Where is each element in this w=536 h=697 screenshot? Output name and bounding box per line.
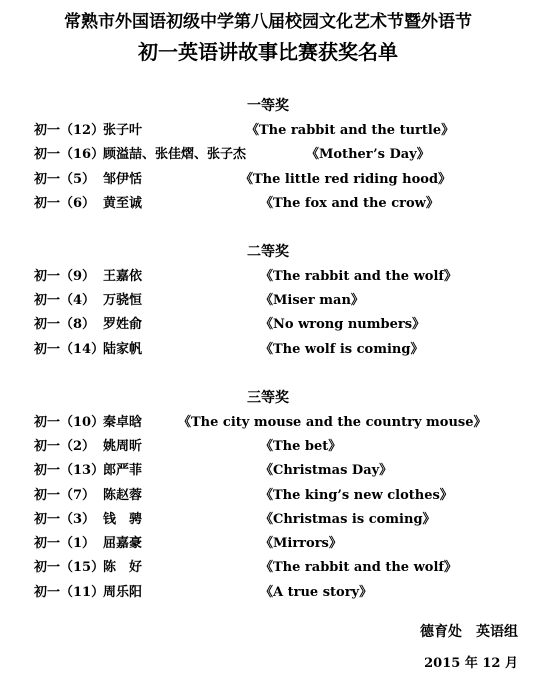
story-title: 《The little red riding hood》 [240,172,452,187]
award-row [0,557,536,579]
story-title: 《Miser man》 [260,293,364,308]
section-heading-first-prize: 一等奖 [247,98,289,114]
award-row [0,193,536,215]
issue-date: 2015 年 12 月 [424,656,518,671]
award-row [0,460,536,482]
award-row [0,314,536,336]
award-row [0,509,536,531]
class-label: 初一（3） [34,512,96,527]
student-name: 顾溢喆、张佳熠、张子杰 [103,147,247,162]
story-title: 《The city mouse and the country mouse》 [178,415,487,430]
award-row [0,485,536,507]
class-label: 初一（12） [34,123,105,138]
award-row [0,339,536,361]
story-title: 《Christmas Day》 [260,463,393,478]
student-name: 钱 骋 [103,512,143,527]
award-row [0,144,536,166]
class-label: 初一（14） [34,342,105,357]
student-name: 邹伊恬 [103,172,143,187]
story-title: 《Mother’s Day》 [306,147,430,162]
award-row [0,582,536,604]
student-name: 姚周昕 [103,439,143,454]
award-row [0,266,536,288]
document-title: 常熟市外国语初级中学第八届校园文化艺术节暨外语节 [64,12,472,32]
student-name: 罗姓俞 [103,317,143,332]
award-row [0,290,536,312]
story-title: 《The rabbit and the wolf》 [260,560,457,575]
story-title: 《The rabbit and the turtle》 [246,123,455,138]
story-title: 《No wrong numbers》 [260,317,426,332]
student-name: 秦卓晗 [103,415,143,430]
award-row [0,169,536,191]
story-title: 《The bet》 [260,439,342,454]
student-name: 黄至诚 [103,196,143,211]
story-title: 《The fox and the crow》 [260,196,439,211]
award-row [0,120,536,142]
story-title: 《A true story》 [260,585,373,600]
student-name: 万骁恒 [103,293,143,308]
document-subtitle: 初一英语讲故事比赛获奖名单 [138,40,398,64]
class-label: 初一（13） [34,463,105,478]
class-label: 初一（11） [34,585,105,600]
student-name: 陈赵蓉 [103,488,143,503]
class-label: 初一（15） [34,560,105,575]
section-heading-third-prize: 三等奖 [247,390,289,406]
award-row [0,412,536,434]
student-name: 陆家帆 [103,342,143,357]
story-title: 《Mirrors》 [260,536,342,551]
student-name: 郎严菲 [103,463,143,478]
story-title: 《The wolf is coming》 [260,342,424,357]
section-heading-second-prize: 二等奖 [247,244,289,260]
class-label: 初一（16） [34,147,105,162]
class-label: 初一（1） [34,536,96,551]
class-label: 初一（2） [34,439,96,454]
class-label: 初一（10） [34,415,105,430]
student-name: 王嘉依 [103,269,143,284]
student-name: 陈 好 [103,560,143,575]
student-name: 屈嘉豪 [103,536,143,551]
student-name: 张子叶 [103,123,143,138]
class-label: 初一（5） [34,172,96,187]
award-row [0,436,536,458]
issuing-department: 德育处 英语组 [420,624,518,640]
class-label: 初一（9） [34,269,96,284]
class-label: 初一（4） [34,293,96,308]
class-label: 初一（8） [34,317,96,332]
student-name: 周乐阳 [103,585,143,600]
class-label: 初一（7） [34,488,96,503]
story-title: 《The king’s new clothes》 [260,488,453,503]
story-title: 《The rabbit and the wolf》 [260,269,457,284]
class-label: 初一（6） [34,196,96,211]
story-title: 《Christmas is coming》 [260,512,436,527]
award-row [0,533,536,555]
